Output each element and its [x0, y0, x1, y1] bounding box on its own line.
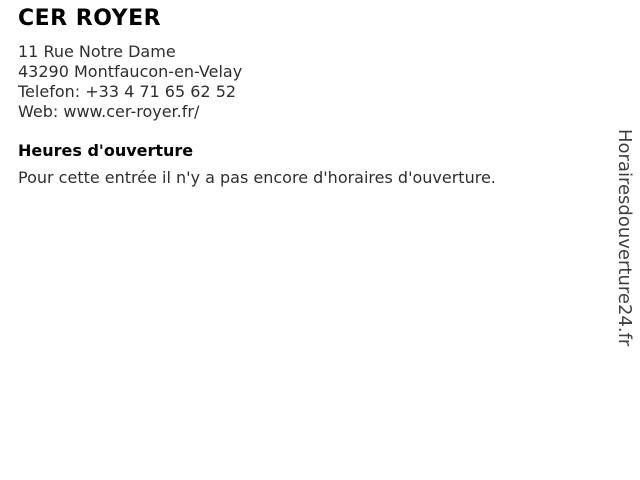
- web-label: Web:: [18, 102, 59, 121]
- main-content: [0, 0, 640, 188]
- address-block: [18, 42, 640, 122]
- web-url: www.cer-royer.fr/: [63, 102, 200, 121]
- opening-hours-empty-message: Pour cette entrée il n'y a pas encore d'horaires d'ouverture.: [18, 168, 496, 187]
- phone-label: Telefon:: [18, 82, 81, 101]
- opening-hours-heading: Heures d'ouverture: [18, 141, 194, 160]
- watermark-vertical-site-name: Horairesdouverture24.fr: [614, 129, 635, 347]
- business-name-title: CER ROYER: [18, 6, 162, 31]
- address-city: 43290 Montfaucon-en-Velay: [18, 62, 243, 81]
- web-line: [18, 102, 640, 122]
- phone-number: +33 4 71 65 62 52: [85, 82, 237, 101]
- phone-line: [18, 82, 640, 102]
- address-street: 11 Rue Notre Dame: [18, 42, 176, 61]
